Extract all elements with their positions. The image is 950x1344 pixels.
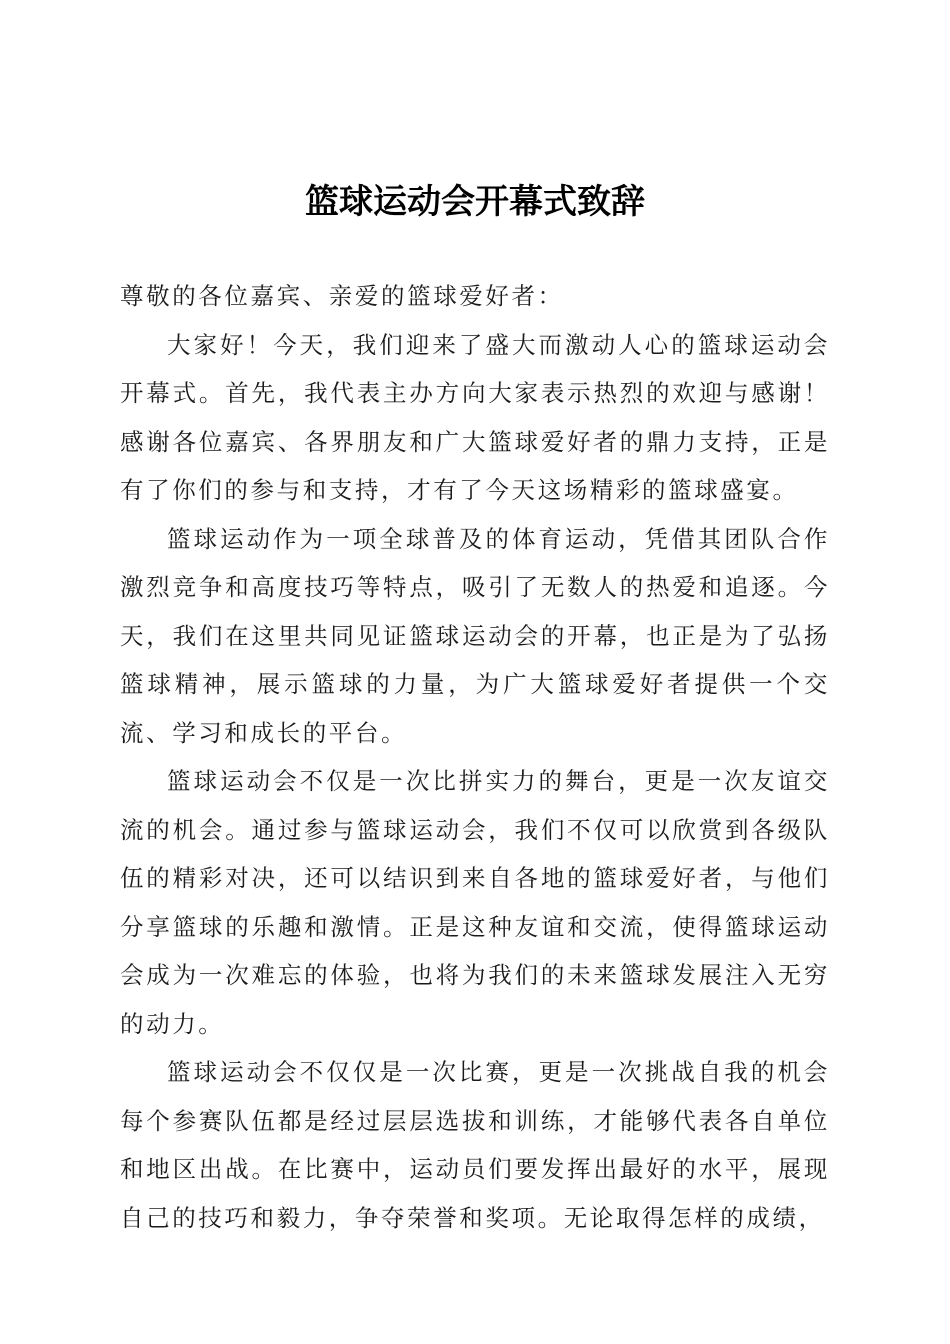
paragraph-2: 篮球运动作为一项全球普及的体育运动，凭借其团队合作激烈竞争和高度技巧等特点，吸引了无数人的热爱和追逐。今天，我们在这里共同见证篮球运动会的开幕，也正是为了弘扬篮球精神，展示篮球的力量，为广大篮球爱好者提供一个交流、学习和成长的平台。 [120, 524, 830, 747]
paragraph-1: 大家好！今天，我们迎来了盛大而激动人心的篮球运动会开幕式。首先，我代表主办方向大家表示热烈的欢迎与感谢！感谢各位嘉宾、各界朋友和广大篮球爱好者的鼎力支持，正是有了你们的参与和支持，才有了今天这场精彩的篮球盛宴。 [120, 330, 830, 504]
paragraph-4: 篮球运动会不仅仅是一次比赛，更是一次挑战自我的机会每个参赛队伍都是经过层层选拔和训练，才能够代表各自单位和地区出战。在比赛中，运动员们要发挥出最好的水平，展现自己的技巧和毅力，争夺荣誉和奖项。无论取得怎样的成绩， [120, 1058, 830, 1232]
document-title: 篮球运动会开幕式致辞 [305, 182, 645, 222]
paragraph-3: 篮球运动会不仅是一次比拼实力的舞台，更是一次友谊交流的机会。通过参与篮球运动会，我们不仅可以欣赏到各级队伍的精彩对决，还可以结识到来自各地的篮球爱好者，与他们分享篮球的乐趣和激情。正是这种友谊和交流，使得篮球运动会成为一次难忘的体验，也将为我们的未来篮球发展注入无穷的动力。 [120, 767, 830, 1038]
salutation: 尊敬的各位嘉宾、亲爱的篮球爱好者： [120, 282, 564, 310]
document-body [120, 272, 830, 1242]
